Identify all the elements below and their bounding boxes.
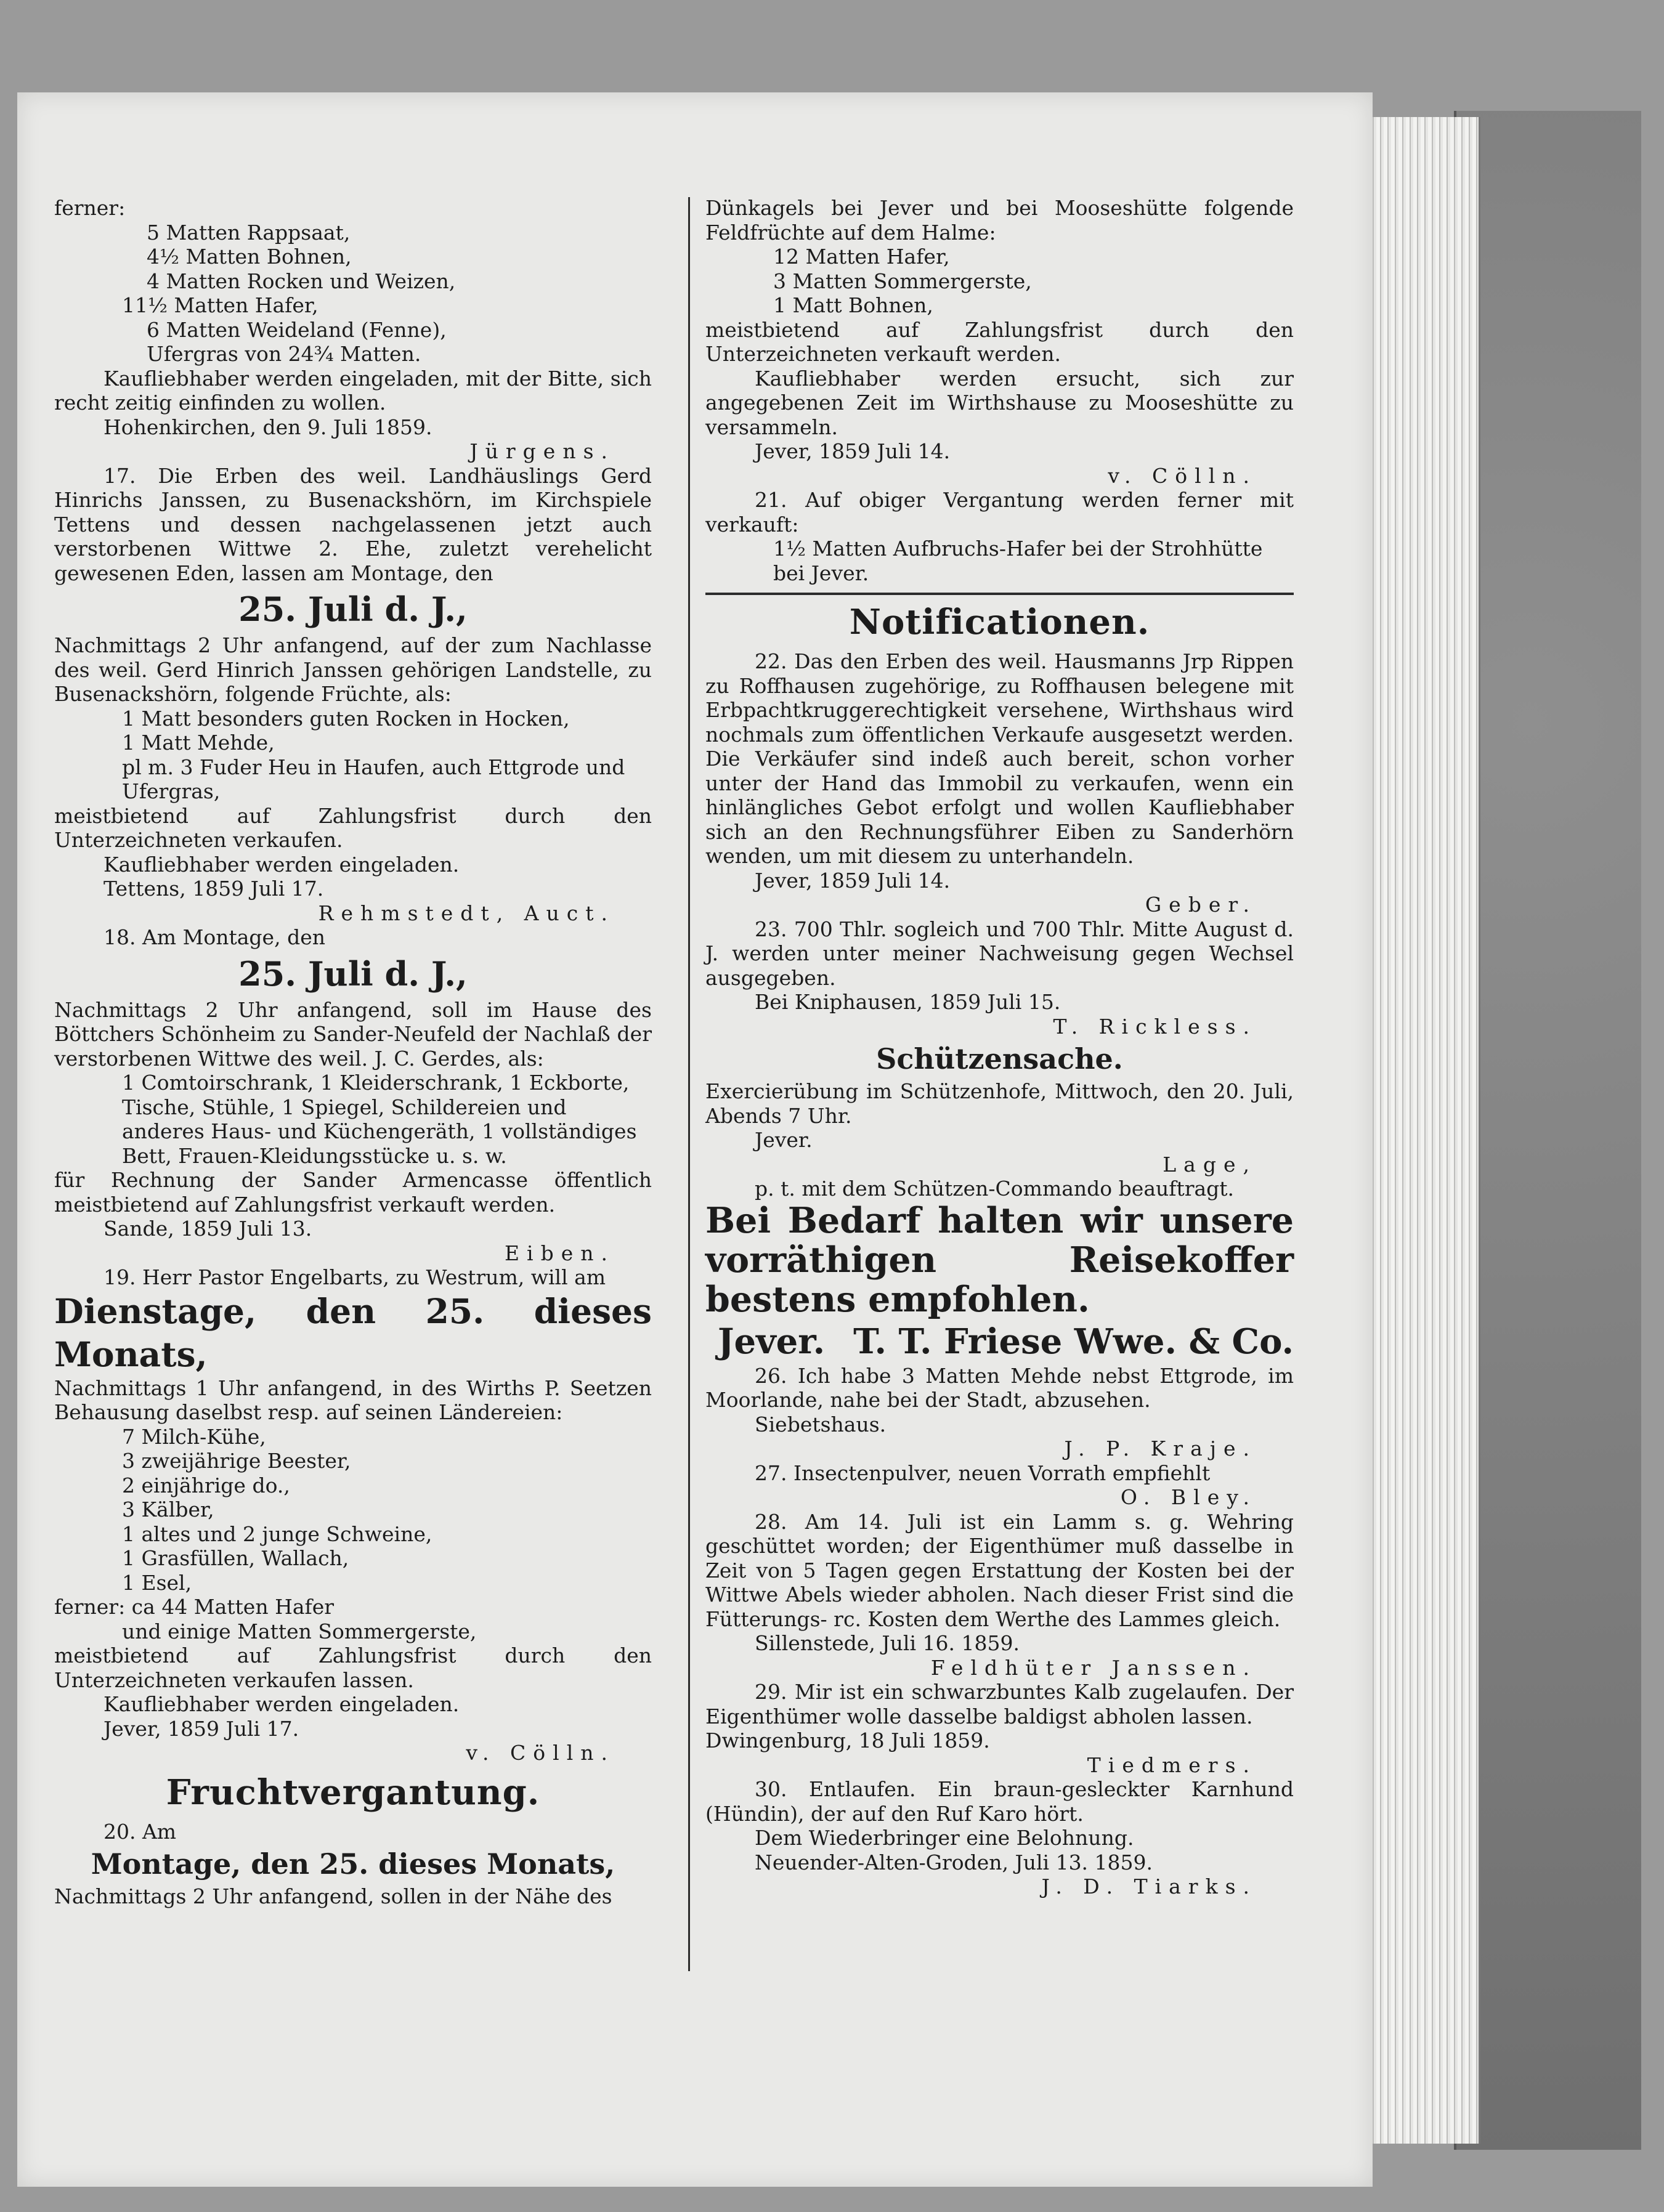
signature: J. P. Kraje. xyxy=(1064,1436,1257,1460)
signature: Tiedmers. xyxy=(1087,1752,1257,1777)
section-heading: Notificationen. xyxy=(849,602,1150,642)
signature: Geber. xyxy=(1145,893,1257,917)
dateline: Siebetshaus. xyxy=(755,1412,887,1436)
text-line: und einige Matten Sommergerste, xyxy=(122,1619,477,1643)
dateline: Jever, 1859 Juli 14. xyxy=(755,439,951,463)
dateline: Jever, 1859 Juli 14. xyxy=(755,868,951,893)
auction-date: 25. Juli d. J., xyxy=(238,954,468,994)
paragraph: 1 Comtoirschrank, 1 Kleiderschrank, 1 Eckborte, Tische, Stühle, 1 Spiegel, Schildereien und anderes Haus- und Küchengeräth, 1 vollständiges Bett, Frauen-Kleidungsstücke u. s. w. xyxy=(122,1071,637,1168)
notice-29: 29. Mir ist ein schwarzbuntes Kalb zugelaufen. Der Eigenthümer wolle dasselbe baldigst abholen lassen. xyxy=(705,1680,1294,1728)
notice-22: 22. Das den Erben des weil. Hausmanns Jrp Rippen zu Roffhausen zugehörige, zu Roffhausen belegene mit Erbpachtkruggerechtigkeit versehene, Wirthshaus wird nochmals zum öffentlichen Verkaufe ausgesetzt werden. Die Verkäufer sind indeß auch bereit, schon vorher unter der Hand das Immobil zu verkaufen, wenn ein hinlängliches Gebot erfolgt und wollen Kaufliebhaber sich an den Rechnungsführer Eiben zu Sanderhörn wenden, um mit diesem zu unterhandeln. xyxy=(705,649,1294,868)
text-line: ferner: xyxy=(54,196,126,220)
signature: Jürgens. xyxy=(469,439,615,463)
notice-27: 27. Insectenpulver, neuen Vorrath empfiehlt xyxy=(755,1460,1211,1485)
signature: v. Cölln. xyxy=(466,1741,615,1765)
signature: O. Bley. xyxy=(1120,1485,1257,1509)
notice-26: 26. Ich habe 3 Matten Mehde nebst Ettgrode, im Moorlande, nahe bei der Stadt, abzusehen. xyxy=(705,1363,1294,1412)
notice-30: 30. Entlaufen. Ein braun-gesleckter Karnhund (Hündin), der auf den Ruf Karo hört. xyxy=(705,1777,1294,1826)
notice-23: 23. 700 Thlr. sogleich und 700 Thlr. Mitte August d. J. werden unter meiner Nachweisung gegen Wechsel ausgegeben. xyxy=(705,917,1294,990)
signature: Feldhüter Janssen. xyxy=(930,1655,1257,1680)
notice-19: 19. Herr Pastor Engelbarts, zu Westrum, will am xyxy=(103,1265,606,1289)
section-heading: Schützensache. xyxy=(876,1042,1123,1076)
signature: v. Cölln. xyxy=(1108,463,1257,488)
right-column xyxy=(705,196,1294,1899)
paragraph: Nachmittags 2 Uhr anfangend, sollen in der Nähe des xyxy=(54,1884,612,1908)
dateline: Tettens, 1859 Juli 17. xyxy=(103,877,324,901)
signature: Eiben. xyxy=(504,1241,615,1265)
section-rule xyxy=(705,593,1294,595)
dateline: Sillenstede, Juli 16. 1859. xyxy=(755,1631,1020,1655)
advertisement-signature xyxy=(705,1319,1294,1364)
text-line: p. t. mit dem Schützen-Commando beauftragt. xyxy=(755,1177,1235,1201)
list-item: 2 einjährige do., xyxy=(122,1473,290,1497)
dateline: Jever, 1859 Juli 17. xyxy=(103,1716,299,1741)
section-heading: Fruchtvergantung. xyxy=(166,1772,540,1813)
list-item: pl m. 3 Fuder Heu in Haufen, auch Ettgrode und Ufergras, xyxy=(122,755,625,803)
ad-firm: T. T. Friese Wwe. & Co. xyxy=(853,1321,1294,1362)
list-item: 3 Matten Sommergerste, xyxy=(773,269,1032,293)
notice-20: 20. Am xyxy=(103,1819,177,1844)
list-item: 1 Matt Mehde, xyxy=(122,731,275,755)
list-item: 1½ Matten Aufbruchs-Hafer bei der Strohhütte bei Jever. xyxy=(773,537,1263,585)
paragraph: meistbietend auf Zahlungsfrist durch den Unterzeichneten verkaufen. xyxy=(54,803,652,852)
paragraph: Exercierübung im Schützenhofe, Mittwoch, den 20. Juli, Abends 7 Uhr. xyxy=(705,1079,1294,1128)
list-item: 6 Matten Weideland (Fenne), xyxy=(147,317,447,342)
notice-28: 28. Am 14. Juli ist ein Lamm s. g. Wehring geschüttet worden; der Eigenthümer muß dasselbe in Zeit von 5 Tagen gegen Erstattung der Kosten bei der Wittwe Abels wieder abholen. Nach dieser Frist sind die Fütterungs- rc. Kosten dem Werthe des Lammes gleich. xyxy=(705,1509,1294,1631)
text-line: Kaufliebhaber werden eingeladen. xyxy=(103,852,460,877)
notice-17: 17. Die Erben des weil. Landhäuslings Gerd Hinrichs Janssen, zu Busenackshörn, im Kirchspiele Tettens und dessen nachgelassenen jetzt auch verstorbenen Wittwe 2. Ehe, zuletzt verehelicht gewesenen Eden, lassen am Montage, den xyxy=(54,463,652,585)
paragraph: Nachmittags 1 Uhr anfangend, in des Wirths P. Seetzen Behausung daselbst resp. auf seinen Ländereien: xyxy=(54,1375,652,1424)
text-line: Kaufliebhaber werden eingeladen. xyxy=(103,1692,460,1716)
signature: Rehmstedt, Auct. xyxy=(318,901,615,925)
list-item: 1 Matt Bohnen, xyxy=(773,293,933,317)
paragraph: für Rechnung der Sander Armencasse öffentlich meistbietend auf Zahlungsfrist verkauft werden. xyxy=(54,1168,652,1217)
ad-place: Jever. xyxy=(718,1321,826,1362)
auction-date-heading: Montage, den 25. dieses Monats, xyxy=(91,1847,615,1881)
list-item: 3 zweijährige Beester, xyxy=(122,1449,351,1473)
text-line: Dem Wiederbringer eine Belohnung. xyxy=(755,1826,1134,1850)
list-item: 1 Matt besonders guten Rocken in Hocken, xyxy=(122,706,570,731)
list-item: 3 Kälber, xyxy=(122,1497,214,1521)
list-item: 4½ Matten Bohnen, xyxy=(147,245,352,269)
list-item: 7 Milch-Kühe, xyxy=(122,1424,266,1449)
list-item: 12 Matten Hafer, xyxy=(773,245,950,269)
list-item: 1 altes und 2 junge Schweine, xyxy=(122,1521,432,1546)
book-cover xyxy=(1454,111,1641,2150)
list-item: 11½ Matten Hafer, xyxy=(122,293,319,317)
advertisement-text: Bei Bedarf halten wir unsere vorräthigen Reisekoffer bestens empfohlen. xyxy=(705,1199,1294,1320)
auction-date-heading: Dienstage, den 25. dieses Monats, xyxy=(54,1290,652,1374)
dateline: Bei Kniphausen, 1859 Juli 15. xyxy=(755,990,1061,1014)
list-item: 5 Matten Rappsaat, xyxy=(147,220,351,245)
paragraph: meistbietend auf Zahlungsfrist durch den Unterzeichneten verkauft werden. xyxy=(705,317,1294,366)
signature: J. D. Tiarks. xyxy=(1041,1874,1257,1898)
dateline: Dwingenburg, 18 Juli 1859. xyxy=(705,1728,990,1752)
page-edges xyxy=(1362,117,1480,2144)
list-item: 1 Esel, xyxy=(122,1570,192,1595)
list-item: 1 Grasfüllen, Wallach, xyxy=(122,1546,349,1570)
paragraph: Kaufliebhaber werden eingeladen, mit der Bitte, sich recht zeitig einfinden zu wollen. xyxy=(54,366,652,415)
paragraph: meistbietend auf Zahlungsfrist durch den Unterzeichneten verkaufen lassen. xyxy=(54,1643,652,1692)
text-line: ferner: ca 44 Matten Hafer xyxy=(54,1595,335,1619)
notice-18: 18. Am Montage, den xyxy=(103,925,325,949)
dateline: Sande, 1859 Juli 13. xyxy=(103,1217,312,1241)
dateline: Jever. xyxy=(755,1128,813,1152)
dateline: Hohenkirchen, den 9. Juli 1859. xyxy=(103,415,432,439)
notice-21: 21. Auf obiger Vergantung werden ferner mit verkauft: xyxy=(705,488,1294,537)
dateline: Neuender-Alten-Groden, Juli 13. 1859. xyxy=(755,1850,1153,1874)
signature: Lage, xyxy=(1163,1152,1257,1177)
column-divider xyxy=(688,197,690,1971)
left-column xyxy=(54,196,652,1909)
paragraph: Kaufliebhaber werden ersucht, sich zur angegebenen Zeit im Wirthshause zu Mooseshütte zu versammeln. xyxy=(705,366,1294,439)
paragraph: Nachmittags 2 Uhr anfangend, auf der zum Nachlasse des weil. Gerd Hinrich Janssen gehörigen Landstelle, zu Busenackshörn, folgende Früchte, als: xyxy=(54,633,652,706)
signature: T. Rickless. xyxy=(1053,1014,1257,1039)
list-item: Ufergras von 24¾ Matten. xyxy=(147,342,421,366)
auction-date: 25. Juli d. J., xyxy=(238,589,468,629)
paragraph: Nachmittags 2 Uhr anfangend, soll im Hause des Böttchers Schönheim zu Sander-Neufeld der Nachlaß der verstorbenen Wittwe des weil. J. C. Gerdes, als: xyxy=(54,997,652,1071)
paragraph: Dünkagels bei Jever und bei Mooseshütte folgende Feldfrüchte auf dem Halme: xyxy=(705,196,1294,245)
list-item: 4 Matten Rocken und Weizen, xyxy=(147,269,456,293)
